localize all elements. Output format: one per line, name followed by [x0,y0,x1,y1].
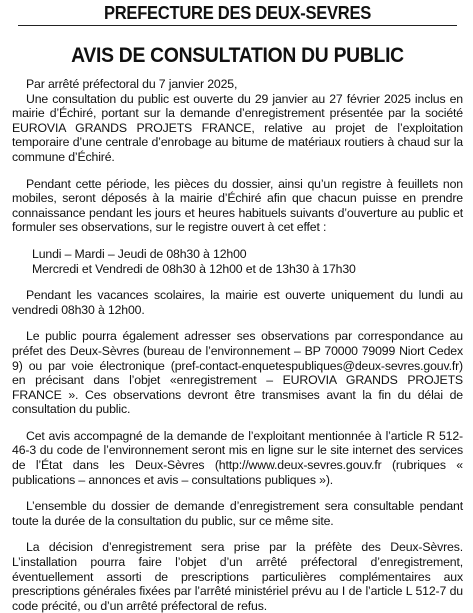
period-paragraph: Pendant cette période, les pièces du dossier, ainsi qu’un registre à feuillets non mobiles, seront déposés à la mairie d’Échiré afin que chacun puisse en prendre connaissance pendant les jours et heures habituels suivants d’ouverture au public et formuler ses observations, sur le registre ouvert à cet effet : [12,176,463,235]
intro-paragraph: Une consultation du public est ouverte du 29 janvier au 27 février 2025 inclus en mairie d’Échiré, portant sur la demande d’enregistrement présentée par la société EUROVIA GRANDS PROJETS FRANCE, relative au projet de l’exploitation temporaire d’une centrale d’enrobage au bitume de matériaux routiers à chaud sur la commune d’Échiré. [12,91,463,164]
decision-paragraph: La décision d’enregistrement sera prise par la préfète des Deux-Sèvres. L’installation pourra faire l’objet d’un arrêté préfectoral d’enregistrement, éventuellement assorti de prescriptions particulières complémentaires aux prescriptions générales fixées par l’arrêté ministériel prévu au I de l’article L 512-7 du code précité, ou d’un arrêté préfectoral de refus. [12,540,463,613]
holidays-paragraph: Pendant les vacances scolaires, la mairie est ouverte uniquement du lundi au vendredi 08h30 à 12h00. [12,288,463,317]
schedule-line: Lundi – Mardi – Jeudi de 08h30 à 12h00 [32,246,247,261]
online-paragraph: Cet avis accompagné de la demande de l’exploitant mentionnée à l’article R 512-46-3 du code de l’environnement seront mis en ligne sur le site internet des services de l’État dans les Deux-Sèvres (http://www.deux-sevres.gouv.fr (rubriques « publications – annonces et avis – consultations publiques »). [12,428,463,487]
dossier-paragraph: L’ensemble du dossier de demande d’enregistrement sera consultable pendant toute la durée de la consultation du public, sur ce même site. [12,499,463,528]
prefecture-heading: PREFECTURE DES DEUX-SEVRES [103,3,372,23]
schedule-line: Mercredi et Vendredi de 08h30 à 12h00 et de 13h30 à 17h30 [32,261,356,276]
heading-divider [18,25,457,26]
arrete-line: Par arrêté préfectoral du 7 janvier 2025, [26,77,238,91]
correspondence-paragraph: Le public pourra également adresser ses observations par correspondance au préfet des Deux-Sèvres (bureau de l’environnement – BP 70000 79099 Niort Cedex 9) ou par voie électronique (pref-contact-enquetespubliques@deux-sevres.gouv.fr) en précisant dans l’objet «enregistrement – EUROVIA GRANDS PROJETS FRANCE ». Ces observations devront être transmises avant la fin du délai de consultation du public. [12,329,463,417]
opening-hours [12,247,463,276]
notice-title: AVIS DE CONSULTATION DU PUBLIC [71,44,404,67]
